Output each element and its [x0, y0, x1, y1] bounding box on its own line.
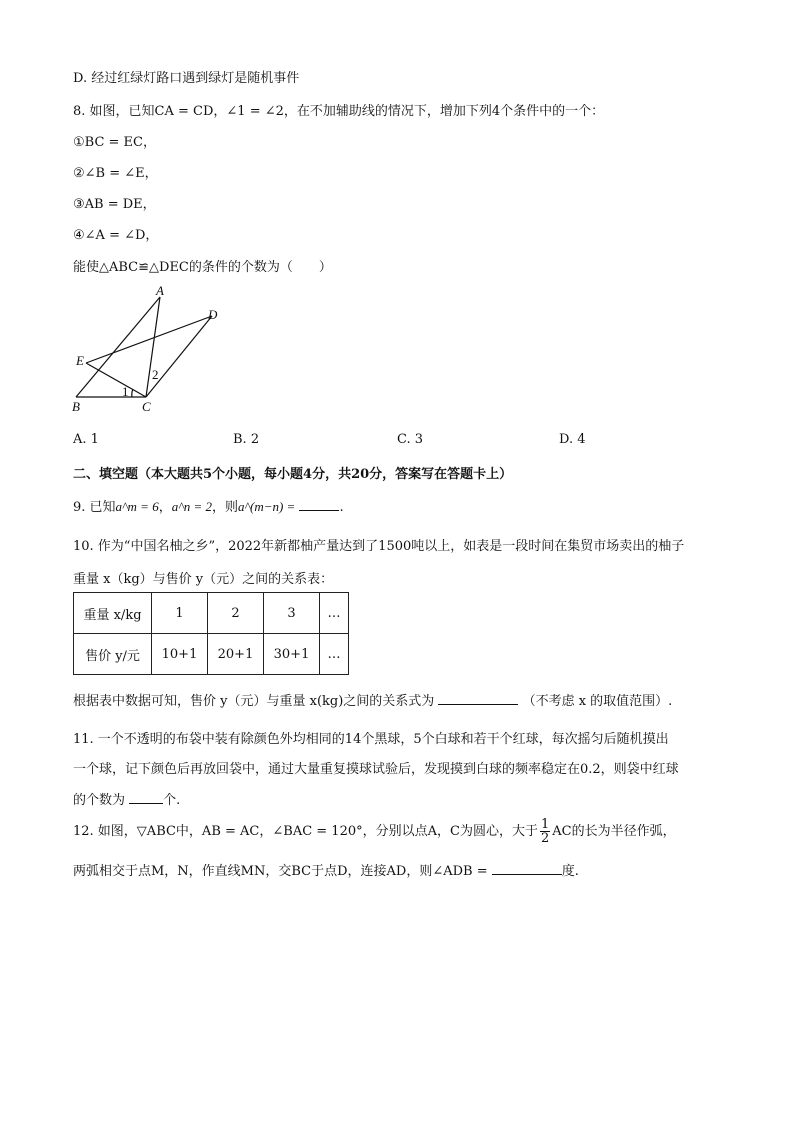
q12-line2-b: 度.	[561, 864, 579, 879]
label-c: C	[142, 399, 151, 414]
q8-option-a: A. 1	[73, 432, 99, 447]
q8-question: 能使△ABC≌△DEC的条件的个数为（ ）	[73, 260, 332, 275]
q11-line2: 一个球，记下颜色后再放回袋中，通过大量重复摸球试验后，发现摸到白球的频率稳定在0.2，则袋中红球	[73, 762, 679, 777]
q12-line1-b: AC的长为半径作弧，	[552, 824, 676, 839]
q12-frac-denominator: 2	[540, 831, 550, 846]
q10-line1: 10. 作为“中国名柚之乡”，2022年新都柚产量达到了1500吨以上，如表是一段时间在集贸市场卖出的柚子	[73, 539, 685, 554]
q10-line3-b: （不考虑 x 的取值范围）.	[522, 694, 673, 709]
table-header-weight: 重量 x/kg	[74, 593, 152, 634]
q12-answer-blank[interactable]	[492, 862, 562, 875]
q8-option-c: C. 3	[397, 432, 424, 447]
segment-ba	[76, 297, 160, 397]
q9-prefix: 9. 已知	[73, 500, 116, 515]
label-d: D	[208, 307, 218, 322]
table-cell: …	[320, 593, 349, 634]
q10-line3	[73, 690, 672, 709]
label-angle-2: 2	[152, 367, 159, 382]
q9-eq1: a^m = 6	[115, 499, 159, 514]
table-cell: 20+1	[208, 634, 264, 675]
q9-mid: ，则	[211, 500, 238, 515]
q11-line3	[73, 789, 180, 808]
q9-answer-blank[interactable]	[299, 498, 339, 511]
q8-geometry-figure	[60, 285, 230, 415]
q12-line1-a: 12. 如图，▽ABC中，AB = AC，∠BAC = 120°，分别以点A，C为圆心，大于	[73, 824, 538, 839]
section-2-heading: 二、填空题（本大题共5个小题，每小题4分，共20分，答案写在答题卡上）	[73, 467, 513, 482]
q11-line3-a: 的个数为	[73, 793, 126, 808]
q8-stem: 8. 如图，已知CA = CD，∠1 = ∠2，在不加辅助线的情况下，增加下列4个条件中的一个：	[73, 104, 605, 119]
q9-eq2: a^n = 2	[171, 499, 212, 514]
label-a: A	[156, 285, 164, 298]
q8-condition-1: ①BC = EC，	[73, 135, 156, 150]
segment-ec	[86, 363, 146, 397]
q11-answer-blank[interactable]	[129, 791, 163, 804]
q8-condition-4: ④∠A = ∠D，	[73, 228, 159, 243]
q10-relation-table	[73, 592, 349, 675]
q11-line1: 11. 一个不透明的布袋中装有除颜色外均相同的14个黑球，5个白球和若干个红球，每次摇匀后随机摸出	[73, 732, 669, 747]
q10-line2: 重量 x（kg）与售价 y（元）之间的关系表：	[73, 572, 334, 587]
table-row-weight	[74, 593, 349, 634]
table-cell: …	[320, 634, 349, 675]
q8-option-b: B. 2	[233, 432, 260, 447]
q12-frac-numerator: 1	[540, 817, 550, 832]
table-cell: 10+1	[152, 634, 208, 675]
table-row-price	[74, 634, 349, 675]
q8-option-d: D. 4	[559, 432, 586, 447]
q7-option-d: D. 经过红绿灯路口遇到绿灯是随机事件	[73, 71, 300, 86]
table-cell: 1	[152, 593, 208, 634]
q9-line	[73, 496, 344, 515]
q12-fraction	[540, 818, 550, 845]
q8-condition-2: ②∠B = ∠E，	[73, 166, 158, 181]
q9-end: .	[339, 500, 344, 515]
q9-sep: ，	[158, 500, 172, 515]
q10-line3-a: 根据表中数据可知，售价 y（元）与重量 x(kg)之间的关系式为	[73, 694, 435, 709]
q9-eq3: a^(m−n) =	[238, 499, 296, 514]
label-angle-1: 1	[122, 384, 129, 399]
table-cell: 2	[208, 593, 264, 634]
table-header-price: 售价 y/元	[74, 634, 152, 675]
q12-line1	[73, 818, 676, 845]
q12-line2-a: 两弧相交于点M，N，作直线MN，交BC于点D，连接AD，则∠ADB =	[73, 864, 488, 879]
q11-line3-b: 个.	[163, 793, 181, 808]
angle-1-arc	[132, 389, 133, 397]
q10-answer-blank[interactable]	[438, 692, 518, 705]
table-cell: 30+1	[264, 634, 320, 675]
q12-line2	[73, 860, 579, 879]
q8-condition-3: ③AB = DE，	[73, 197, 156, 212]
label-e: E	[76, 353, 84, 368]
table-cell: 3	[264, 593, 320, 634]
label-b: B	[72, 399, 80, 414]
